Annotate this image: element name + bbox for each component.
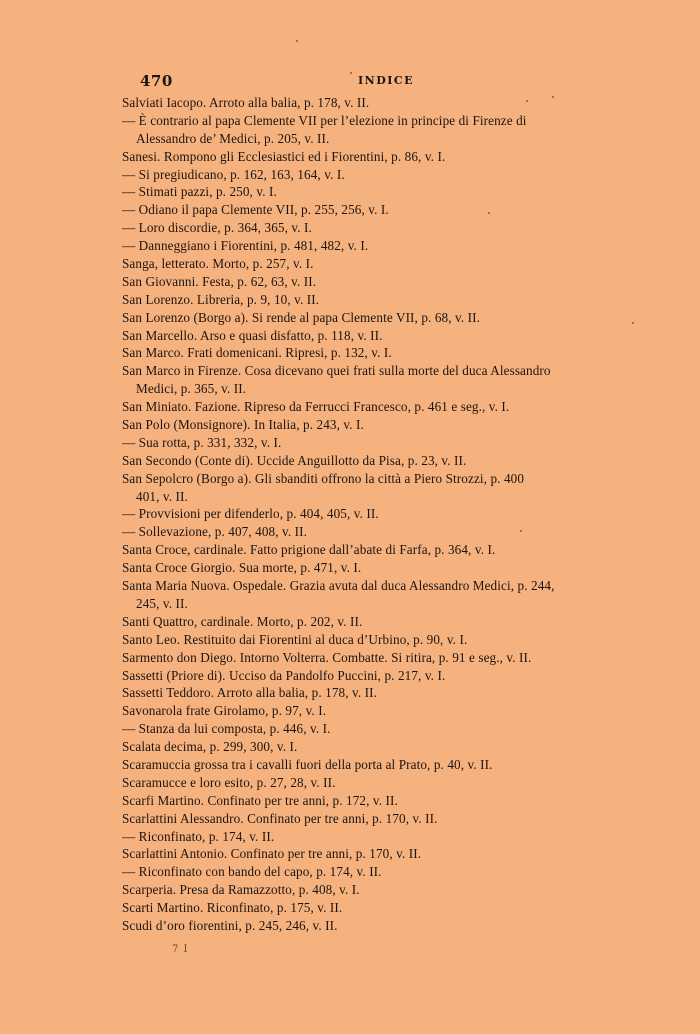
index-entry: — Sollevazione, p. 407, 408, v. II.	[122, 524, 308, 540]
index-entry-continuation: Alessandro de’ Medici, p. 205, v. II.	[136, 130, 330, 146]
index-entry: San Lorenzo. Libreria, p. 9, 10, v. II.	[122, 291, 320, 307]
print-speck	[526, 100, 528, 102]
print-speck	[552, 96, 554, 98]
index-entry: Salviati Iacopo. Arroto alla balia, p. 178, v. II.	[122, 95, 370, 110]
index-entry: — Si pregiudicano, p. 162, 163, 164, v. I.	[122, 166, 345, 182]
index-entry: San Lorenzo (Borgo a). Si rende al papa Clemente VII, p. 68, v. II.	[122, 309, 481, 325]
index-entry: — È contrario al papa Clemente VII per l’elezione in principe di Firenze di	[122, 112, 527, 128]
index-entry: San Giovanni. Festa, p. 62, 63, v. II.	[122, 273, 317, 289]
index-entry: Santi Quattro, cardinale. Morto, p. 202, v. II.	[122, 613, 363, 629]
index-entry: San Miniato. Fazione. Ripreso da Ferrucci Francesco, p. 461 e seg., v. I.	[122, 399, 510, 415]
index-entry: Sanesi. Rompono gli Ecclesiastici ed i Fiorentini, p. 86, v. I.	[122, 148, 446, 164]
index-entry: Savonarola frate Girolamo, p. 97, v. I.	[122, 703, 327, 719]
index-entry: San Marco in Firenze. Cosa dicevano quei frati sulla morte del duca Alessandro	[122, 363, 551, 379]
page-number: 470	[140, 72, 173, 90]
footer-mark: 7 I	[172, 944, 189, 955]
index-entry: Santa Croce, cardinale. Fatto prigione dall’abate di Farfa, p. 364, v. I.	[122, 542, 496, 558]
index-entry-continuation: 245, v. II.	[136, 595, 188, 611]
index-entry: Santa Croce Giorgio. Sua morte, p. 471, v. I.	[122, 560, 362, 576]
index-entry: Sassetti Teddoro. Arroto alla balia, p. 178, v. II.	[122, 685, 378, 701]
index-entry: Scarlattini Antonio. Confinato per tre anni, p. 170, v. II.	[122, 846, 422, 862]
index-entry: Scarfi Martino. Confinato per tre anni, p. 172, v. II.	[122, 792, 398, 808]
index-entry: San Polo (Monsignore). In Italia, p. 243, v. I.	[122, 417, 364, 433]
index-entry: Scarlattini Alessandro. Confinato per tre anni, p. 170, v. II.	[122, 810, 438, 826]
index-entry: — Loro discordie, p. 364, 365, v. I.	[122, 220, 312, 236]
running-title: INDICE	[358, 74, 415, 87]
index-entry: Sanga, letterato. Morto, p. 257, v. I.	[122, 256, 314, 272]
page-header	[140, 72, 560, 92]
index-entry: — Stimati pazzi, p. 250, v. I.	[122, 184, 277, 200]
index-entry: — Riconfinato con bando del capo, p. 174, v. II.	[122, 864, 382, 880]
print-speck	[632, 322, 634, 324]
index-entry: Scarperia. Presa da Ramazzotto, p. 408, v. I.	[122, 882, 360, 898]
index-entry: San Marcello. Arso e quasi disfatto, p. 118, v. II.	[122, 327, 383, 343]
index-entry-continuation: Medici, p. 365, v. II.	[136, 381, 247, 397]
index-entry: Sassetti (Priore di). Ucciso da Pandolfo Puccini, p. 217, v. I.	[122, 667, 446, 683]
index-entry: Scarti Martino. Riconfinato, p. 175, v. II.	[122, 900, 343, 916]
index-entry: Santo Leo. Restituito dai Fiorentini al duca d’Urbino, p. 90, v. I.	[122, 631, 468, 647]
index-entry: Scaramucce e loro esito, p. 27, 28, v. II.	[122, 774, 336, 790]
index-entry: San Sepolcro (Borgo a). Gli sbanditi offrono la città a Piero Strozzi, p. 400	[122, 470, 525, 486]
print-speck	[488, 212, 490, 214]
index-entry: — Sua rotta, p. 331, 332, v. I.	[122, 434, 282, 450]
index-entry: San Secondo (Conte di). Uccide Anguillotto da Pisa, p. 23, v. II.	[122, 452, 467, 468]
index-entry: — Provvisioni per difenderlo, p. 404, 405, v. II.	[122, 506, 379, 522]
index-entry-continuation: 401, v. II.	[136, 488, 188, 504]
index-entry: Santa Maria Nuova. Ospedale. Grazia avuta dal duca Alessandro Medici, p. 244,	[122, 578, 555, 594]
index-entry: — Stanza da lui composta, p. 446, v. I.	[122, 721, 331, 737]
index-entry: Scudi d’oro fiorentini, p. 245, 246, v. II.	[122, 917, 338, 933]
index-entry: Scaramuccia grossa tra i cavalli fuori della porta al Prato, p. 40, v. II.	[122, 756, 493, 772]
index-entry: — Odiano il papa Clemente VII, p. 255, 256, v. I.	[122, 202, 389, 218]
print-speck	[520, 530, 522, 532]
index-entry: Scalata decima, p. 299, 300, v. I.	[122, 739, 298, 755]
index-entry: — Riconfinato, p. 174, v. II.	[122, 828, 275, 844]
print-speck	[296, 40, 298, 42]
index-entry: San Marco. Frati domenicani. Ripresi, p. 132, v. I.	[122, 345, 392, 361]
index-entry: — Danneggiano i Fiorentini, p. 481, 482, v. I.	[122, 238, 369, 254]
print-speck	[350, 72, 352, 74]
index-entry: Sarmento don Diego. Intorno Volterra. Combatte. Si ritira, p. 91 e seg., v. II.	[122, 649, 532, 665]
index-entries	[122, 94, 642, 935]
